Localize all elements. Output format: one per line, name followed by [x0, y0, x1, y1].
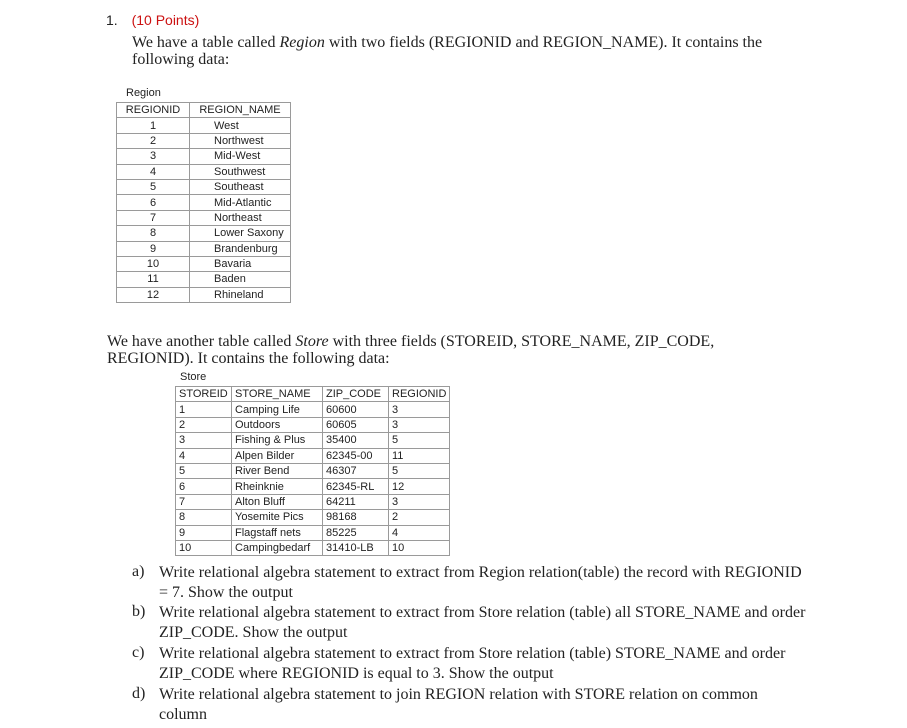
table-row — [176, 402, 450, 417]
region-id-cell: 1 — [117, 118, 190, 133]
region-id-cell: 2 — [117, 133, 190, 148]
region-id-cell: 5 — [117, 179, 190, 194]
table-row — [176, 494, 450, 509]
zip-code-cell: 98168 — [323, 510, 389, 525]
table-row — [117, 133, 291, 148]
table-row — [117, 179, 291, 194]
region-id-cell: 8 — [117, 226, 190, 241]
store-name-cell: River Bend — [232, 463, 323, 478]
region-name-cell: Southeast — [190, 179, 291, 194]
region-intro-table-name: Region — [279, 34, 325, 51]
question-number: 1. — [106, 12, 118, 28]
region-id-cell: 3 — [389, 417, 450, 432]
region-name-cell: Baden — [190, 272, 291, 287]
question-b-label: b) — [132, 603, 146, 620]
zip-code-cell: 62345-00 — [323, 448, 389, 463]
region-id-cell: 11 — [389, 448, 450, 463]
region-name-cell: Southwest — [190, 164, 291, 179]
region-id-cell: 3 — [389, 402, 450, 417]
store-table-header-cell: REGIONID — [389, 387, 450, 402]
region-id-cell: 6 — [117, 195, 190, 210]
region-id-cell: 4 — [389, 525, 450, 540]
store-name-cell: Campingbedarf — [232, 540, 323, 555]
region-id-cell: 9 — [117, 241, 190, 256]
region-name-cell: Rhineland — [190, 287, 291, 302]
store-intro-table-name: Store — [295, 333, 329, 350]
region-id-cell: 5 — [389, 463, 450, 478]
region-name-cell: Lower Saxony — [190, 226, 291, 241]
store-name-cell: Rheinknie — [232, 479, 323, 494]
region-table-header-cell: REGION_NAME — [190, 103, 291, 118]
store-id-cell: 5 — [176, 463, 232, 478]
table-row — [176, 448, 450, 463]
table-row — [117, 256, 291, 271]
region-name-cell: Mid-West — [190, 149, 291, 164]
question-d-label: d) — [132, 685, 146, 702]
region-intro-post: with two fields (REGIONID and REGION_NAME). It contains the following data: — [132, 34, 763, 68]
region-id-cell: 4 — [117, 164, 190, 179]
store-name-cell: Camping Life — [232, 402, 323, 417]
zip-code-cell: 60600 — [323, 402, 389, 417]
question-a-label: a) — [132, 563, 145, 580]
store-intro-post: with three fields (STOREID, STORE_NAME, ZIP_CODE, REGIONID). It contains the following data: — [107, 333, 715, 367]
question-header — [106, 12, 199, 28]
table-row — [117, 241, 291, 256]
table-row — [176, 540, 450, 555]
table-row — [117, 272, 291, 287]
region-table-header-cell: REGIONID — [117, 103, 190, 118]
zip-code-cell: 35400 — [323, 433, 389, 448]
store-id-cell: 8 — [176, 510, 232, 525]
store-table-header-cell: ZIP_CODE — [323, 387, 389, 402]
table-row — [176, 463, 450, 478]
store-id-cell: 6 — [176, 479, 232, 494]
store-name-cell: Yosemite Pics — [232, 510, 323, 525]
zip-code-cell: 31410-LB — [323, 540, 389, 555]
zip-code-cell: 46307 — [323, 463, 389, 478]
region-name-cell: Northwest — [190, 133, 291, 148]
region-table — [116, 102, 291, 303]
store-name-cell: Outdoors — [232, 417, 323, 432]
region-table-header-row — [117, 103, 291, 118]
store-intro-pre: We have another table called — [107, 333, 296, 350]
region-name-cell: Bavaria — [190, 256, 291, 271]
question-c-label: c) — [132, 644, 145, 661]
region-intro-pre: We have a table called — [132, 34, 280, 51]
region-name-cell: Mid-Atlantic — [190, 195, 291, 210]
store-name-cell: Alpen Bilder — [232, 448, 323, 463]
zip-code-cell: 85225 — [323, 525, 389, 540]
region-id-cell: 3 — [389, 494, 450, 509]
store-table — [175, 386, 450, 556]
table-row — [117, 149, 291, 164]
table-row — [176, 525, 450, 540]
region-id-cell: 12 — [389, 479, 450, 494]
store-table-header-cell: STORE_NAME — [232, 387, 323, 402]
region-id-cell: 7 — [117, 210, 190, 225]
table-row — [176, 510, 450, 525]
table-row — [117, 195, 291, 210]
store-name-cell: Flagstaff nets — [232, 525, 323, 540]
region-id-cell: 11 — [117, 272, 190, 287]
region-intro — [132, 34, 822, 68]
question-d-text: Write relational algebra statement to join REGION relation with STORE relation on common column — [159, 686, 758, 723]
table-row — [176, 479, 450, 494]
region-id-cell: 5 — [389, 433, 450, 448]
region-table-wrap — [116, 102, 291, 303]
store-id-cell: 10 — [176, 540, 232, 555]
region-name-cell: Brandenburg — [190, 241, 291, 256]
table-row — [117, 118, 291, 133]
question-b-text: Write relational algebra statement to extract from Store relation (table) all STORE_NAME and order ZIP_CODE. Show the output — [159, 604, 806, 641]
store-id-cell: 2 — [176, 417, 232, 432]
table-row — [176, 417, 450, 432]
region-id-cell: 12 — [117, 287, 190, 302]
question-points: (10 Points) — [131, 12, 200, 28]
region-id-cell: 10 — [117, 256, 190, 271]
region-id-cell: 10 — [389, 540, 450, 555]
store-id-cell: 3 — [176, 433, 232, 448]
store-name-cell: Alton Bluff — [232, 494, 323, 509]
zip-code-cell: 60605 — [323, 417, 389, 432]
store-table-header-cell: STOREID — [176, 387, 232, 402]
region-id-cell: 2 — [389, 510, 450, 525]
zip-code-cell: 62345-RL — [323, 479, 389, 494]
store-table-caption: Store — [180, 371, 207, 383]
table-row — [117, 226, 291, 241]
table-row — [117, 287, 291, 302]
store-table-wrap — [175, 386, 450, 556]
table-row — [176, 433, 450, 448]
store-name-cell: Fishing & Plus — [232, 433, 323, 448]
store-id-cell: 7 — [176, 494, 232, 509]
region-table-caption: Region — [126, 87, 161, 99]
store-id-cell: 9 — [176, 525, 232, 540]
store-id-cell: 4 — [176, 448, 232, 463]
question-a-text: Write relational algebra statement to extract from Region relation(table) the record with REGIONID = 7. Show the output — [159, 564, 802, 601]
store-id-cell: 1 — [176, 402, 232, 417]
store-table-header-row — [176, 387, 450, 402]
question-c-text: Write relational algebra statement to extract from Store relation (table) STORE_NAME and order ZIP_CODE where REGIONID is equal to 3. Show the output — [159, 645, 786, 682]
zip-code-cell: 64211 — [323, 494, 389, 509]
table-row — [117, 164, 291, 179]
region-name-cell: West — [190, 118, 291, 133]
store-intro — [107, 333, 797, 367]
table-row — [117, 210, 291, 225]
region-name-cell: Northeast — [190, 210, 291, 225]
region-id-cell: 3 — [117, 149, 190, 164]
